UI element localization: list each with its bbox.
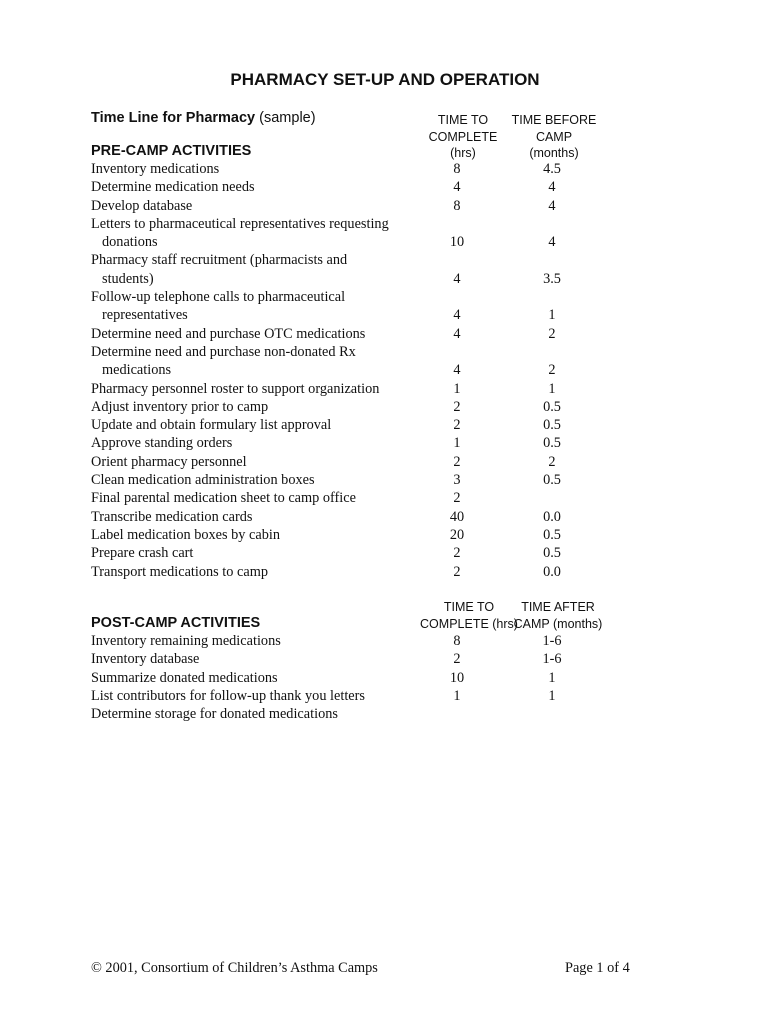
time-before-camp-value: 0.0 (543, 508, 561, 525)
timeline-label: Time Line for Pharmacy (91, 110, 256, 126)
table-row (0, 509, 770, 527)
time-to-complete-value: 2 (453, 651, 461, 668)
time-before-camp-value: 2 (548, 325, 556, 342)
time-to-complete-value: 2 (453, 453, 461, 470)
pre-camp-heading: PRE-CAMP ACTIVITIES (91, 143, 252, 159)
table-row (0, 527, 770, 545)
header-line: TIME TO (437, 113, 489, 127)
activity-label: Orient pharmacy personnel (91, 453, 247, 470)
time-before-camp-value: 2 (548, 453, 556, 470)
time-to-complete-value: 10 (449, 669, 465, 686)
post-camp-table (0, 633, 770, 724)
time-to-complete-value: 8 (453, 161, 461, 177)
table-row (0, 564, 770, 582)
page-number: Page 1 of 4 (565, 960, 630, 976)
table-row (0, 381, 770, 399)
time-before-camp-value: 0.5 (543, 526, 561, 543)
time-to-complete-value: 4 (453, 270, 461, 287)
activity-label: Inventory remaining medications (91, 633, 281, 649)
time-to-complete-value: 8 (453, 197, 461, 214)
time-before-camp-value: 4 (548, 197, 556, 214)
time-to-complete-value: 10 (449, 234, 465, 251)
time-before-camp-value: 0.5 (543, 398, 561, 415)
table-row (0, 362, 770, 380)
header-line: (months) (529, 146, 579, 160)
table-row (0, 216, 770, 234)
table-row (0, 271, 770, 289)
time-before-camp-value: 1 (548, 307, 556, 324)
table-row (0, 179, 770, 197)
activity-label: Develop database (91, 197, 193, 214)
table-row (0, 545, 770, 563)
time-before-camp-value: 1 (548, 380, 556, 397)
time-after-camp-value: 1 (548, 669, 556, 686)
activity-label: List contributors for follow-up thank you letters (91, 687, 365, 704)
table-row (0, 234, 770, 252)
time-before-camp-value: 4 (548, 179, 556, 196)
activity-label: medications (102, 362, 172, 379)
activity-label: donations (102, 234, 158, 251)
time-to-complete-value: 1 (453, 435, 461, 452)
activity-label: Transcribe medication cards (91, 508, 253, 525)
table-row (0, 417, 770, 435)
header-line: COMPLETE (428, 129, 498, 144)
activity-label: Summarize donated medications (91, 669, 278, 686)
time-after-camp-value: 1-6 (542, 633, 562, 649)
header-line: TIME TO (443, 600, 495, 614)
time-after-camp-value: 1-6 (542, 651, 562, 668)
table-row (0, 670, 770, 688)
timeline-heading (91, 110, 316, 126)
table-row (0, 651, 770, 669)
post-col-time-header (417, 599, 521, 632)
activity-label: Pharmacy staff recruitment (pharmacists and (91, 252, 348, 269)
activity-label: representatives (102, 307, 188, 324)
time-to-complete-value: 8 (453, 633, 461, 649)
activity-label: Final parental medication sheet to camp office (91, 490, 356, 507)
activity-label: Transport medications to camp (91, 563, 268, 580)
activity-label: Approve standing orders (91, 435, 233, 452)
time-to-complete-value: 3 (453, 472, 461, 489)
pre-col-before-header (508, 112, 600, 162)
time-before-camp-value: 0.5 (543, 545, 561, 562)
timeline-note: (sample) (259, 110, 316, 126)
time-before-camp-value: 3.5 (543, 270, 561, 287)
table-row (0, 435, 770, 453)
header-line: TIME BEFORE (511, 113, 597, 127)
activity-label: Prepare crash cart (91, 545, 194, 562)
time-before-camp-value: 4.5 (543, 161, 561, 177)
activity-label: Letters to pharmaceutical representatives requesting (91, 215, 389, 232)
activity-label: Inventory database (91, 651, 200, 668)
time-before-camp-value: 0.5 (543, 417, 561, 434)
time-to-complete-value: 2 (453, 417, 461, 434)
header-line: COMPLETE (hrs) (420, 616, 518, 631)
pre-col-time-header (423, 112, 503, 162)
table-row (0, 326, 770, 344)
table-row (0, 198, 770, 216)
activity-label: Update and obtain formulary list approval (91, 417, 332, 434)
header-line: CAMP (months) (513, 616, 603, 631)
time-to-complete-value: 4 (453, 307, 461, 324)
header-line: CAMP (535, 129, 573, 144)
post-col-after-header (512, 599, 604, 632)
activity-label: Label medication boxes by cabin (91, 526, 280, 543)
activity-label: Inventory medications (91, 161, 220, 177)
activity-label: Determine medication needs (91, 179, 255, 196)
activity-label: Pharmacy personnel roster to support organization (91, 380, 380, 397)
activity-label: Clean medication administration boxes (91, 472, 315, 489)
activity-label: students) (102, 270, 154, 287)
table-row (0, 454, 770, 472)
time-to-complete-value: 1 (453, 687, 461, 704)
time-to-complete-value: 40 (449, 508, 465, 525)
activity-label: Determine storage for donated medications (91, 706, 338, 723)
time-before-camp-value: 0.5 (543, 472, 561, 489)
table-row (0, 688, 770, 706)
activity-label: Adjust inventory prior to camp (91, 398, 269, 415)
time-to-complete-value: 1 (453, 380, 461, 397)
table-row (0, 344, 770, 362)
time-to-complete-value: 4 (453, 362, 461, 379)
page-title: PHARMACY SET-UP AND OPERATION (230, 70, 540, 89)
activity-label: Follow-up telephone calls to pharmaceutical (91, 289, 346, 306)
table-row (0, 633, 770, 651)
copyright-footer: © 2001, Consortium of Children’s Asthma Camps (91, 960, 378, 976)
time-to-complete-value: 4 (453, 179, 461, 196)
time-before-camp-value: 4 (548, 234, 556, 251)
time-after-camp-value: 1 (548, 687, 556, 704)
table-row (0, 472, 770, 490)
table-row (0, 252, 770, 270)
activity-label: Determine need and purchase non-donated Rx (91, 343, 356, 360)
post-camp-heading: POST-CAMP ACTIVITIES (91, 615, 261, 631)
table-row (0, 289, 770, 307)
time-before-camp-value: 0.5 (543, 435, 561, 452)
table-row (0, 307, 770, 325)
time-to-complete-value: 2 (453, 545, 461, 562)
header-line: (hrs) (450, 146, 476, 160)
table-row (0, 490, 770, 508)
time-to-complete-value: 2 (453, 490, 461, 507)
header-line: TIME AFTER (521, 600, 595, 614)
time-to-complete-value: 2 (453, 563, 461, 580)
pre-camp-table (0, 161, 770, 582)
table-row (0, 706, 770, 724)
time-to-complete-value: 4 (453, 325, 461, 342)
table-row (0, 161, 770, 179)
activity-label: Determine need and purchase OTC medications (91, 325, 366, 342)
time-to-complete-value: 2 (453, 398, 461, 415)
time-before-camp-value: 2 (548, 362, 556, 379)
time-to-complete-value: 20 (449, 526, 465, 543)
table-row (0, 399, 770, 417)
time-before-camp-value: 0.0 (543, 563, 561, 580)
